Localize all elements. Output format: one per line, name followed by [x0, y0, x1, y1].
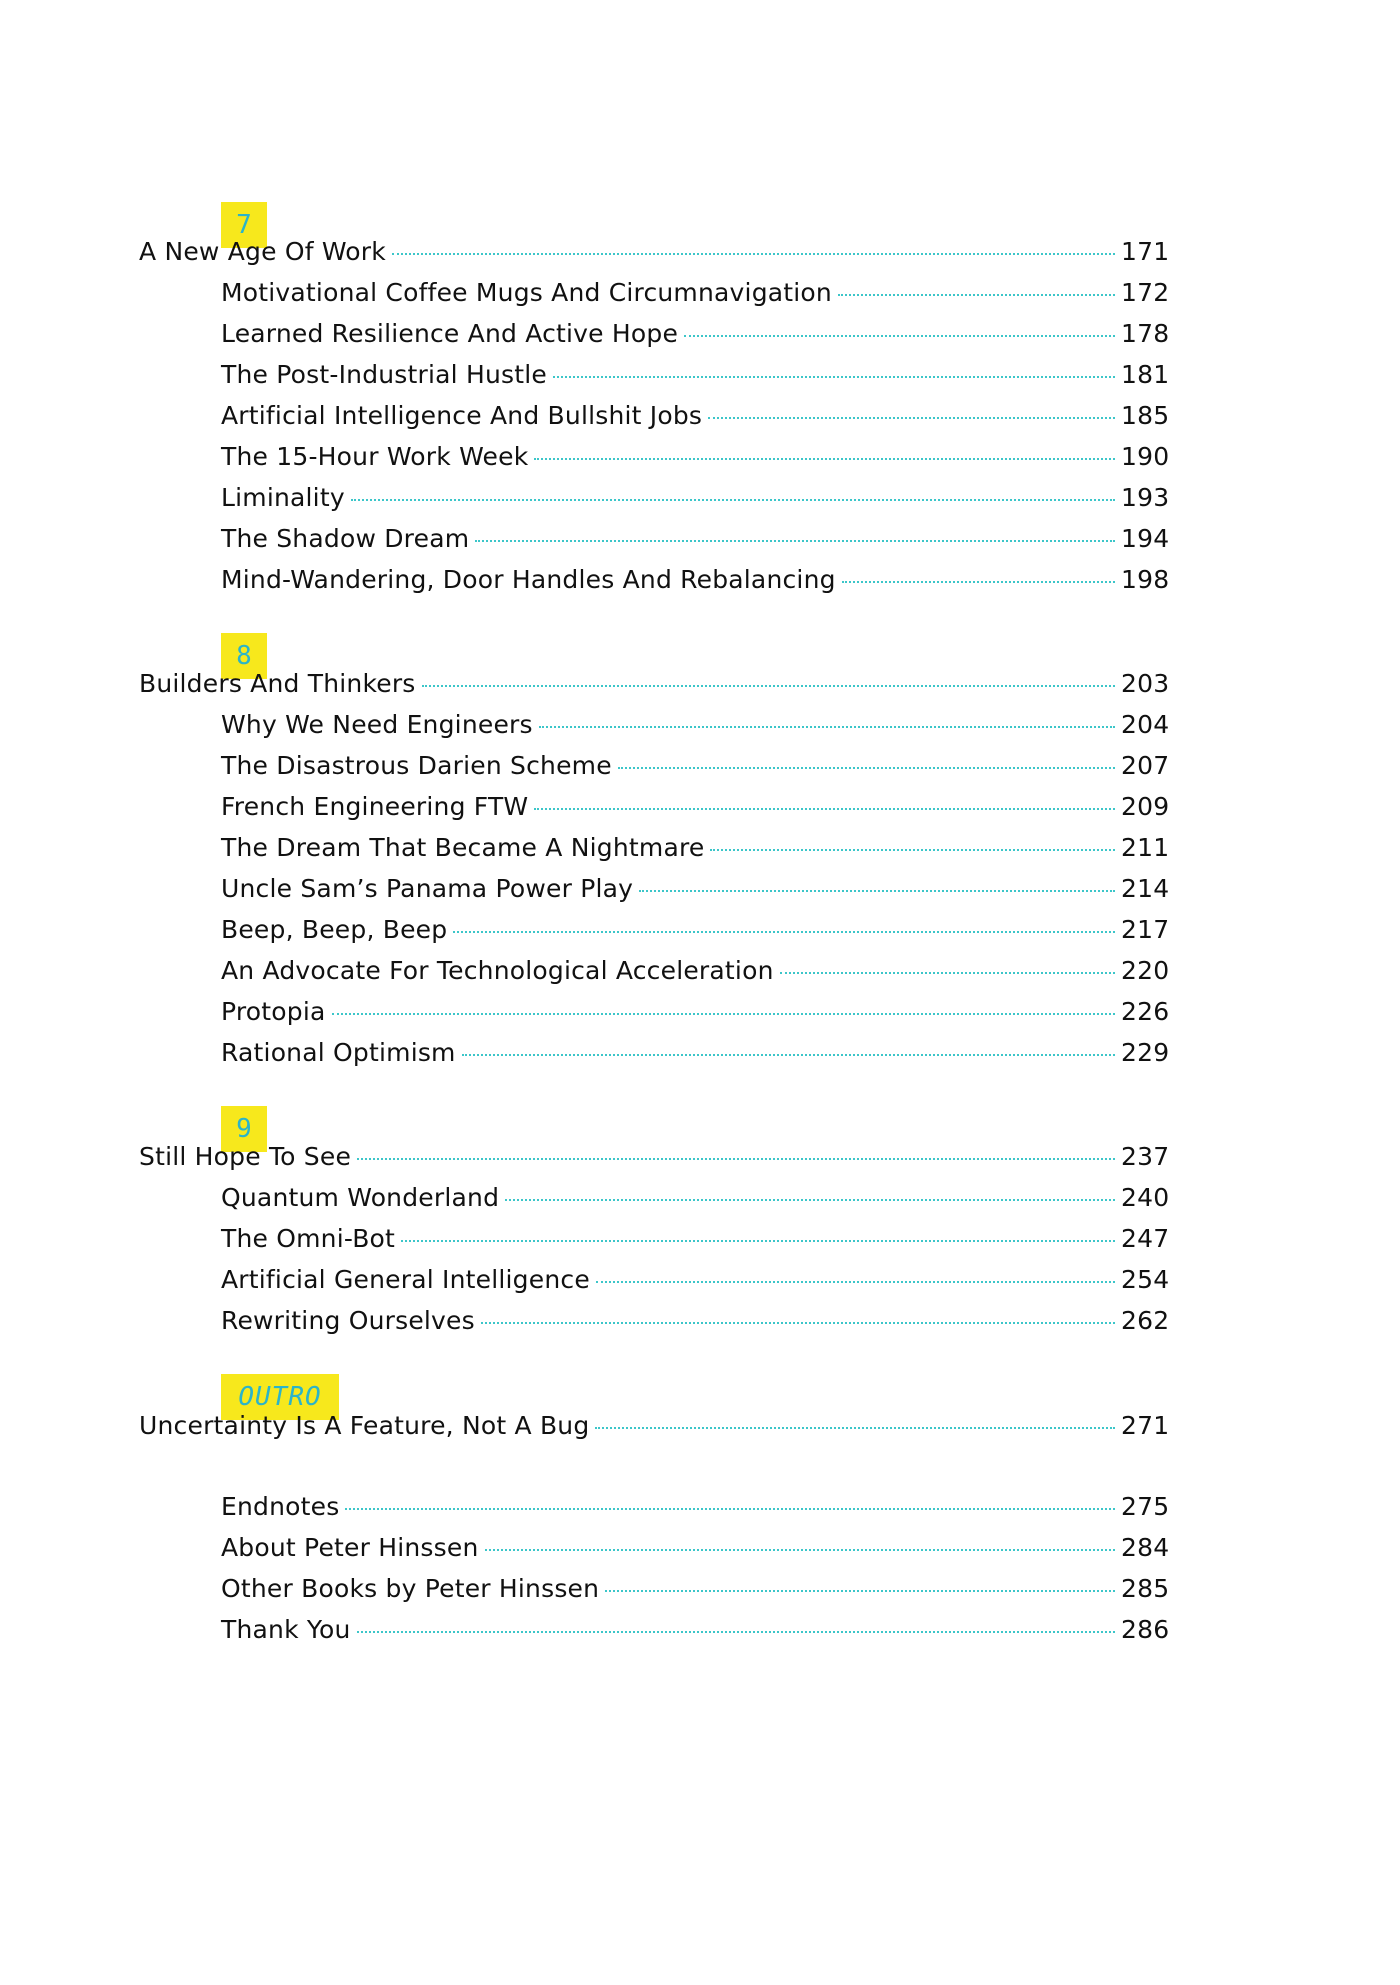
page-number: 285	[1121, 1574, 1170, 1603]
page-number: 217	[1121, 915, 1170, 944]
table-of-contents	[139, 210, 1170, 1656]
entry-title: The 15-Hour Work Week	[221, 442, 529, 471]
page-number: 207	[1121, 751, 1170, 780]
page-number: 254	[1121, 1265, 1170, 1294]
entry-title: A New Age Of Work	[139, 237, 386, 266]
toc-entry[interactable]	[139, 1224, 1169, 1265]
page-number: 209	[1121, 792, 1170, 821]
chapter-heading[interactable]	[139, 237, 1169, 278]
entry-title: Learned Resilience And Active Hope	[221, 319, 679, 348]
page-number: 211	[1121, 833, 1170, 862]
chapter-badge: 8	[221, 633, 267, 679]
dot-leader	[422, 685, 1115, 687]
dot-leader	[392, 253, 1115, 255]
entry-title: Thank You	[221, 1615, 351, 1644]
entry-title: French Engineering FTW	[221, 792, 529, 821]
page-number: 240	[1121, 1183, 1170, 1212]
toc-entry[interactable]	[139, 956, 1169, 997]
dot-leader	[481, 1322, 1115, 1324]
page-number: 204	[1121, 710, 1170, 739]
page-number: 262	[1121, 1306, 1170, 1335]
entry-title: Protopia	[221, 997, 326, 1026]
dot-leader	[710, 849, 1115, 851]
chapter-badge: 9	[221, 1106, 267, 1152]
page-number: 271	[1121, 1411, 1170, 1440]
entry-title: Rational Optimism	[221, 1038, 456, 1067]
entry-title: The Disastrous Darien Scheme	[221, 751, 612, 780]
toc-entry[interactable]	[139, 565, 1169, 606]
toc-entry[interactable]	[139, 319, 1169, 360]
entry-title: Builders And Thinkers	[139, 669, 416, 698]
chapter-section	[139, 1106, 1169, 1347]
toc-entry[interactable]	[139, 915, 1169, 956]
dot-leader	[780, 972, 1115, 974]
dot-leader	[401, 1240, 1115, 1242]
dot-leader	[684, 335, 1115, 337]
dot-leader	[838, 294, 1115, 296]
dot-leader	[505, 1199, 1115, 1201]
dot-leader	[475, 540, 1115, 542]
dot-leader	[453, 931, 1115, 933]
dot-leader	[539, 726, 1115, 728]
toc-entry[interactable]	[139, 792, 1169, 833]
toc-entry[interactable]	[139, 360, 1169, 401]
dot-leader	[639, 890, 1115, 892]
entry-title: Still Hope To See	[139, 1142, 352, 1171]
page-number: 229	[1121, 1038, 1170, 1067]
dot-leader	[553, 376, 1115, 378]
entry-title: Artificial General Intelligence	[221, 1265, 590, 1294]
dot-leader	[462, 1054, 1115, 1056]
toc-entry[interactable]	[139, 442, 1169, 483]
dot-leader	[534, 808, 1115, 810]
entry-title: Uncle Sam’s Panama Power Play	[221, 874, 634, 903]
entry-title: Rewriting Ourselves	[221, 1306, 475, 1335]
toc-entry[interactable]	[139, 1306, 1169, 1347]
dot-leader	[605, 1590, 1115, 1592]
dot-leader	[596, 1281, 1115, 1283]
page-number: 247	[1121, 1224, 1170, 1253]
toc-entry[interactable]	[139, 278, 1169, 319]
dot-leader	[534, 458, 1115, 460]
toc-entry[interactable]	[139, 833, 1169, 874]
toc-entry[interactable]	[139, 997, 1169, 1038]
chapter-heading[interactable]	[139, 669, 1169, 710]
entry-title: Mind-Wandering, Door Handles And Rebalancing	[221, 565, 836, 594]
page-number: 284	[1121, 1533, 1170, 1562]
entry-title: Artificial Intelligence And Bullshit Jobs	[221, 401, 703, 430]
page-number: 190	[1121, 442, 1170, 471]
entry-title: Motivational Coffee Mugs And Circumnavigation	[221, 278, 832, 307]
entry-title: Other Books by Peter Hinssen	[221, 1574, 600, 1603]
dot-leader	[357, 1158, 1115, 1160]
toc-entry[interactable]	[139, 524, 1169, 565]
page-number: 172	[1121, 278, 1170, 307]
entry-title: The Shadow Dream	[221, 524, 470, 553]
page-number: 220	[1121, 956, 1170, 985]
dot-leader	[485, 1549, 1116, 1551]
dot-leader	[351, 499, 1115, 501]
toc-entry[interactable]	[139, 1038, 1169, 1079]
entry-title: Liminality	[221, 483, 345, 512]
chapter-section	[139, 633, 1169, 1079]
page-number: 226	[1121, 997, 1170, 1026]
dot-leader	[595, 1427, 1115, 1429]
page-number: 185	[1121, 401, 1170, 430]
page-number: 181	[1121, 360, 1170, 389]
back-matter-entry[interactable]	[139, 1533, 1169, 1574]
toc-entry[interactable]	[139, 874, 1169, 915]
chapter-section	[139, 1374, 1169, 1452]
entry-title: An Advocate For Technological Acceleration	[221, 956, 774, 985]
page-number: 178	[1121, 319, 1170, 348]
entry-title: The Dream That Became A Nightmare	[221, 833, 705, 862]
back-matter-entry[interactable]	[139, 1492, 1169, 1533]
page-number: 193	[1121, 483, 1170, 512]
page-number: 275	[1121, 1492, 1170, 1521]
page-number: 237	[1121, 1142, 1170, 1171]
dot-leader	[345, 1508, 1115, 1510]
page-number: 214	[1121, 874, 1170, 903]
dot-leader	[618, 767, 1115, 769]
toc-entry[interactable]	[139, 483, 1169, 524]
dot-leader	[842, 581, 1115, 583]
chapter-section	[139, 202, 1169, 606]
toc-entry[interactable]	[139, 751, 1169, 792]
page-number: 171	[1121, 237, 1170, 266]
toc-entry[interactable]	[139, 1183, 1169, 1224]
chapter-heading[interactable]	[139, 1142, 1169, 1183]
toc-entry[interactable]	[139, 401, 1169, 442]
entry-title: Beep, Beep, Beep	[221, 915, 448, 944]
chapter-heading[interactable]	[139, 1411, 1169, 1452]
dot-leader	[357, 1631, 1115, 1633]
page-number: 203	[1121, 669, 1170, 698]
toc-entry[interactable]	[139, 710, 1169, 751]
page-number: 286	[1121, 1615, 1170, 1644]
entry-title: The Omni-Bot	[221, 1224, 396, 1253]
back-matter-entry[interactable]	[139, 1574, 1169, 1615]
page-number: 194	[1121, 524, 1170, 553]
back-matter	[139, 1492, 1169, 1656]
dot-leader	[708, 417, 1115, 419]
chapter-badge: OUTRO	[221, 1374, 339, 1420]
page-number: 198	[1121, 565, 1170, 594]
toc-entry[interactable]	[139, 1265, 1169, 1306]
entry-title: Quantum Wonderland	[221, 1183, 500, 1212]
chapter-badge: 7	[221, 202, 267, 248]
entry-title: The Post-Industrial Hustle	[221, 360, 547, 389]
entry-title: Why We Need Engineers	[221, 710, 533, 739]
entry-title: About Peter Hinssen	[221, 1533, 479, 1562]
entry-title: Endnotes	[221, 1492, 340, 1521]
dot-leader	[332, 1013, 1116, 1015]
back-matter-entry[interactable]	[139, 1615, 1169, 1656]
entry-title: Uncertainty Is A Feature, Not A Bug	[139, 1411, 590, 1440]
